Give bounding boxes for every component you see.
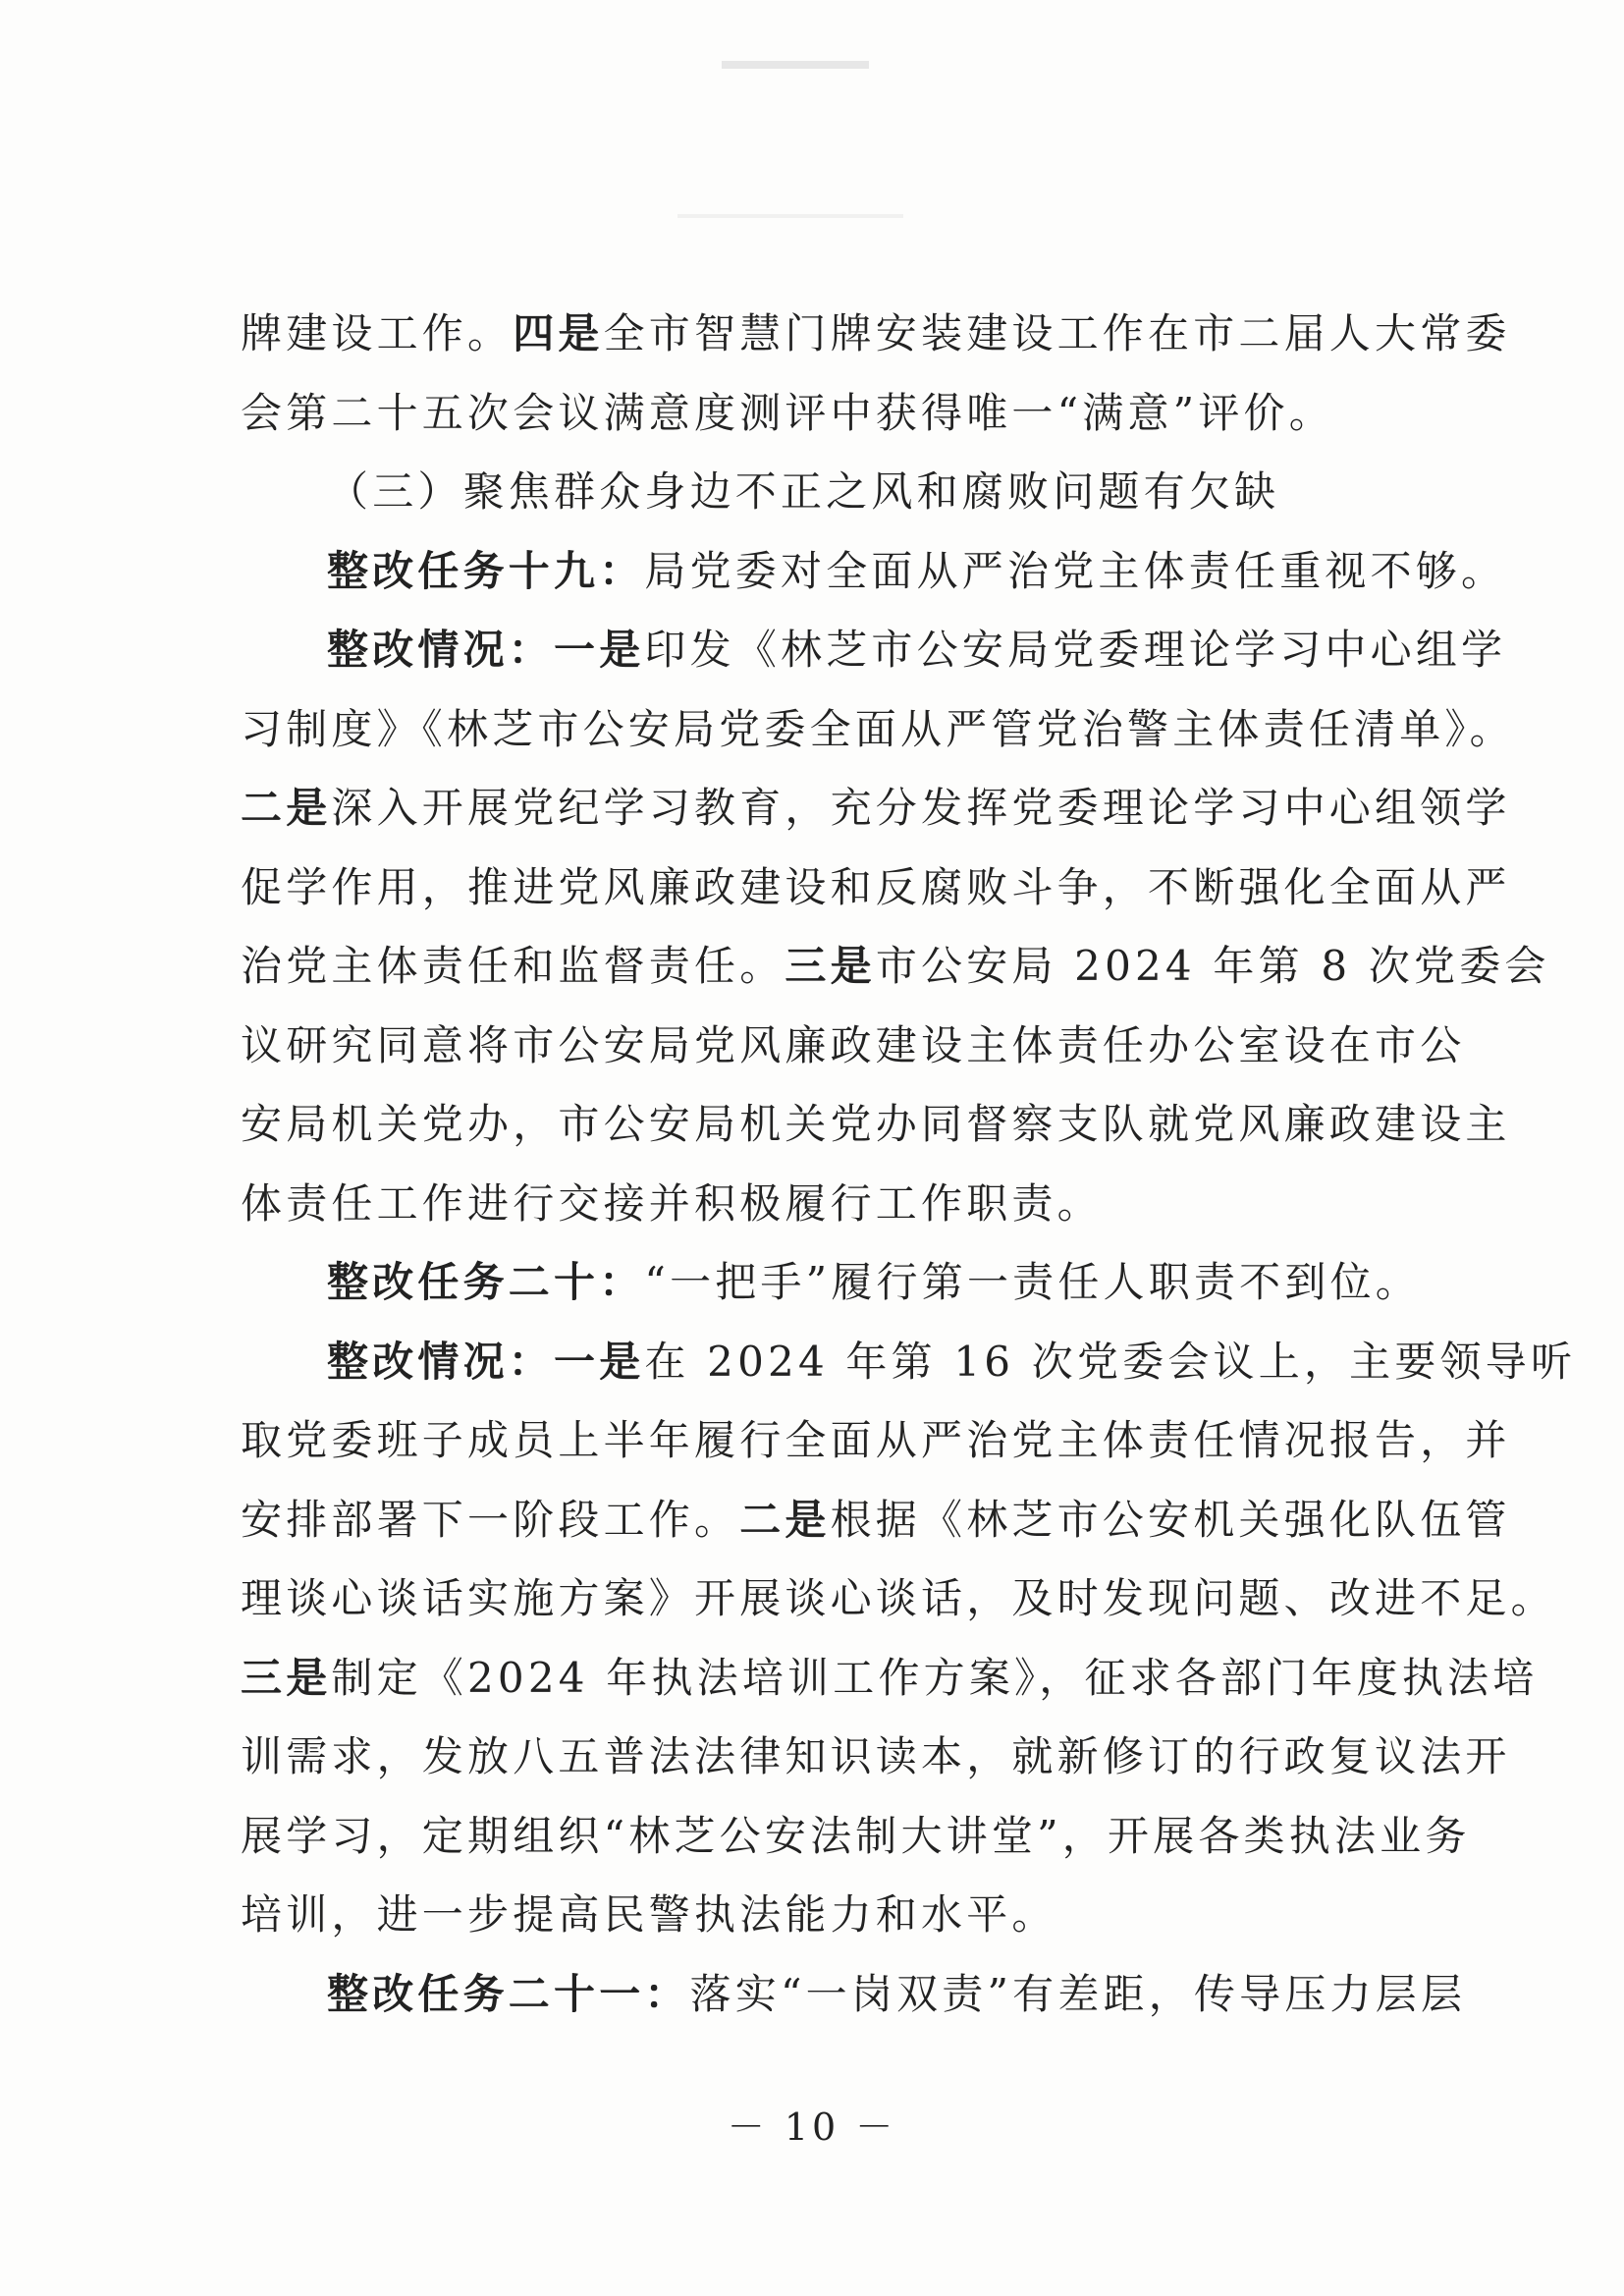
bold-phrase: 整改任务二十： xyxy=(327,1258,645,1306)
bold-phrase: 三是 xyxy=(241,1653,332,1702)
text-line xyxy=(241,453,1448,532)
text-phrase: 习制度》《林芝市公安局党委全面从严管党治警主体责任清单》。 xyxy=(241,704,1515,753)
text-line xyxy=(241,1165,1448,1244)
text-phrase: 根据《林芝市公安机关强化队伍管 xyxy=(830,1495,1511,1544)
text-line xyxy=(241,927,1550,1007)
text-phrase: （三）聚焦群众身边不正之风和腐败问题有欠缺 xyxy=(327,467,1280,516)
text-phrase: 局党委对全面从严治党主体责任重视不够。 xyxy=(644,546,1507,595)
text-line xyxy=(241,690,1515,770)
bold-phrase: 四是 xyxy=(513,309,604,357)
text-phrase: 培训，进一步提高民警执法能力和水平。 xyxy=(241,1890,1057,1939)
bold-phrase: 整改任务二十一： xyxy=(327,1969,690,2018)
text-phrase: 落实“一岗双责”有差距，传导压力层层 xyxy=(689,1969,1467,2018)
text-line xyxy=(241,295,1511,374)
text-phrase: 全市智慧门牌安装建设工作在市二届人大常委 xyxy=(603,309,1511,357)
bold-phrase: 整改情况： xyxy=(327,626,555,674)
text-phrase: 市公安局 2024 年第 8 次党委会 xyxy=(875,942,1550,990)
bold-phrase: 二是 xyxy=(241,784,332,832)
text-phrase: 体责任工作进行交接并积极履行工作职责。 xyxy=(241,1178,1103,1228)
text-line xyxy=(241,769,1511,848)
text-phrase: 取党委班子成员上半年履行全面从严治党主体责任情况报告，并 xyxy=(241,1416,1511,1464)
text-phrase: “一把手”履行第一责任人职责不到位。 xyxy=(644,1258,1421,1306)
text-phrase: 理谈心谈话实施方案》开展谈心谈话，及时发现问题、改进不足。 xyxy=(241,1574,1556,1622)
text-phrase: 在 2024 年第 16 次党委会议上，主要领导听 xyxy=(644,1337,1577,1386)
text-line xyxy=(241,848,1511,928)
text-phrase: 促学作用，推进党风廉政建设和反腐败斗争，不断强化全面从严 xyxy=(241,862,1511,911)
scan-artifact xyxy=(677,214,903,218)
text-line xyxy=(241,1559,1556,1639)
text-phrase: 安局机关党办，市公安局机关党办同督察支队就党风廉政建设主 xyxy=(241,1100,1511,1148)
text-line xyxy=(241,1955,1467,2035)
text-line xyxy=(241,1007,1466,1086)
bold-phrase: 三是 xyxy=(785,942,876,990)
document-body xyxy=(241,295,1577,2034)
text-line xyxy=(241,1876,1448,1955)
text-phrase: 深入开展党纪学习教育，充分发挥党委理论学习中心组领学 xyxy=(331,784,1511,832)
text-line xyxy=(241,1639,1539,1719)
text-line xyxy=(241,1085,1511,1165)
text-line xyxy=(241,1481,1511,1560)
bold-phrase: 整改任务十九： xyxy=(327,546,645,595)
text-phrase: 会第二十五次会议满意度测评中获得唯一“满意”评价。 xyxy=(241,388,1334,437)
text-line xyxy=(241,1243,1448,1323)
text-line xyxy=(241,1718,1511,1797)
text-phrase: 牌建设工作。 xyxy=(241,309,514,357)
page-number: － 10 － xyxy=(727,2105,897,2149)
text-line xyxy=(241,1797,1471,1877)
text-line xyxy=(241,374,1448,454)
text-line xyxy=(241,1323,1577,1402)
text-phrase: 安排部署下一阶段工作。 xyxy=(241,1495,740,1544)
text-phrase: 议研究同意将市公安局党风廉政建设主体责任办公室设在市公 xyxy=(241,1020,1466,1069)
text-line xyxy=(241,611,1507,690)
text-phrase: 展学习，定期组织“林芝公安法制大讲堂”，开展各类执法业务 xyxy=(241,1811,1471,1860)
scan-artifact xyxy=(722,61,869,69)
bold-phrase: 整改情况： xyxy=(327,1337,555,1386)
text-phrase: 印发《林芝市公安局党委理论学习中心组学 xyxy=(644,626,1507,674)
text-line xyxy=(241,1401,1511,1481)
bold-phrase: 一是 xyxy=(554,626,645,674)
text-phrase: 治党主体责任和监督责任。 xyxy=(241,942,785,990)
bold-phrase: 二是 xyxy=(739,1495,831,1544)
bold-phrase: 一是 xyxy=(554,1337,645,1386)
text-phrase: 制定《2024 年执法培训工作方案》，征求各部门年度执法培 xyxy=(331,1653,1539,1702)
text-phrase: 训需求，发放八五普法法律知识读本，就新修订的行政复议法开 xyxy=(241,1732,1511,1780)
text-line xyxy=(241,532,1507,612)
